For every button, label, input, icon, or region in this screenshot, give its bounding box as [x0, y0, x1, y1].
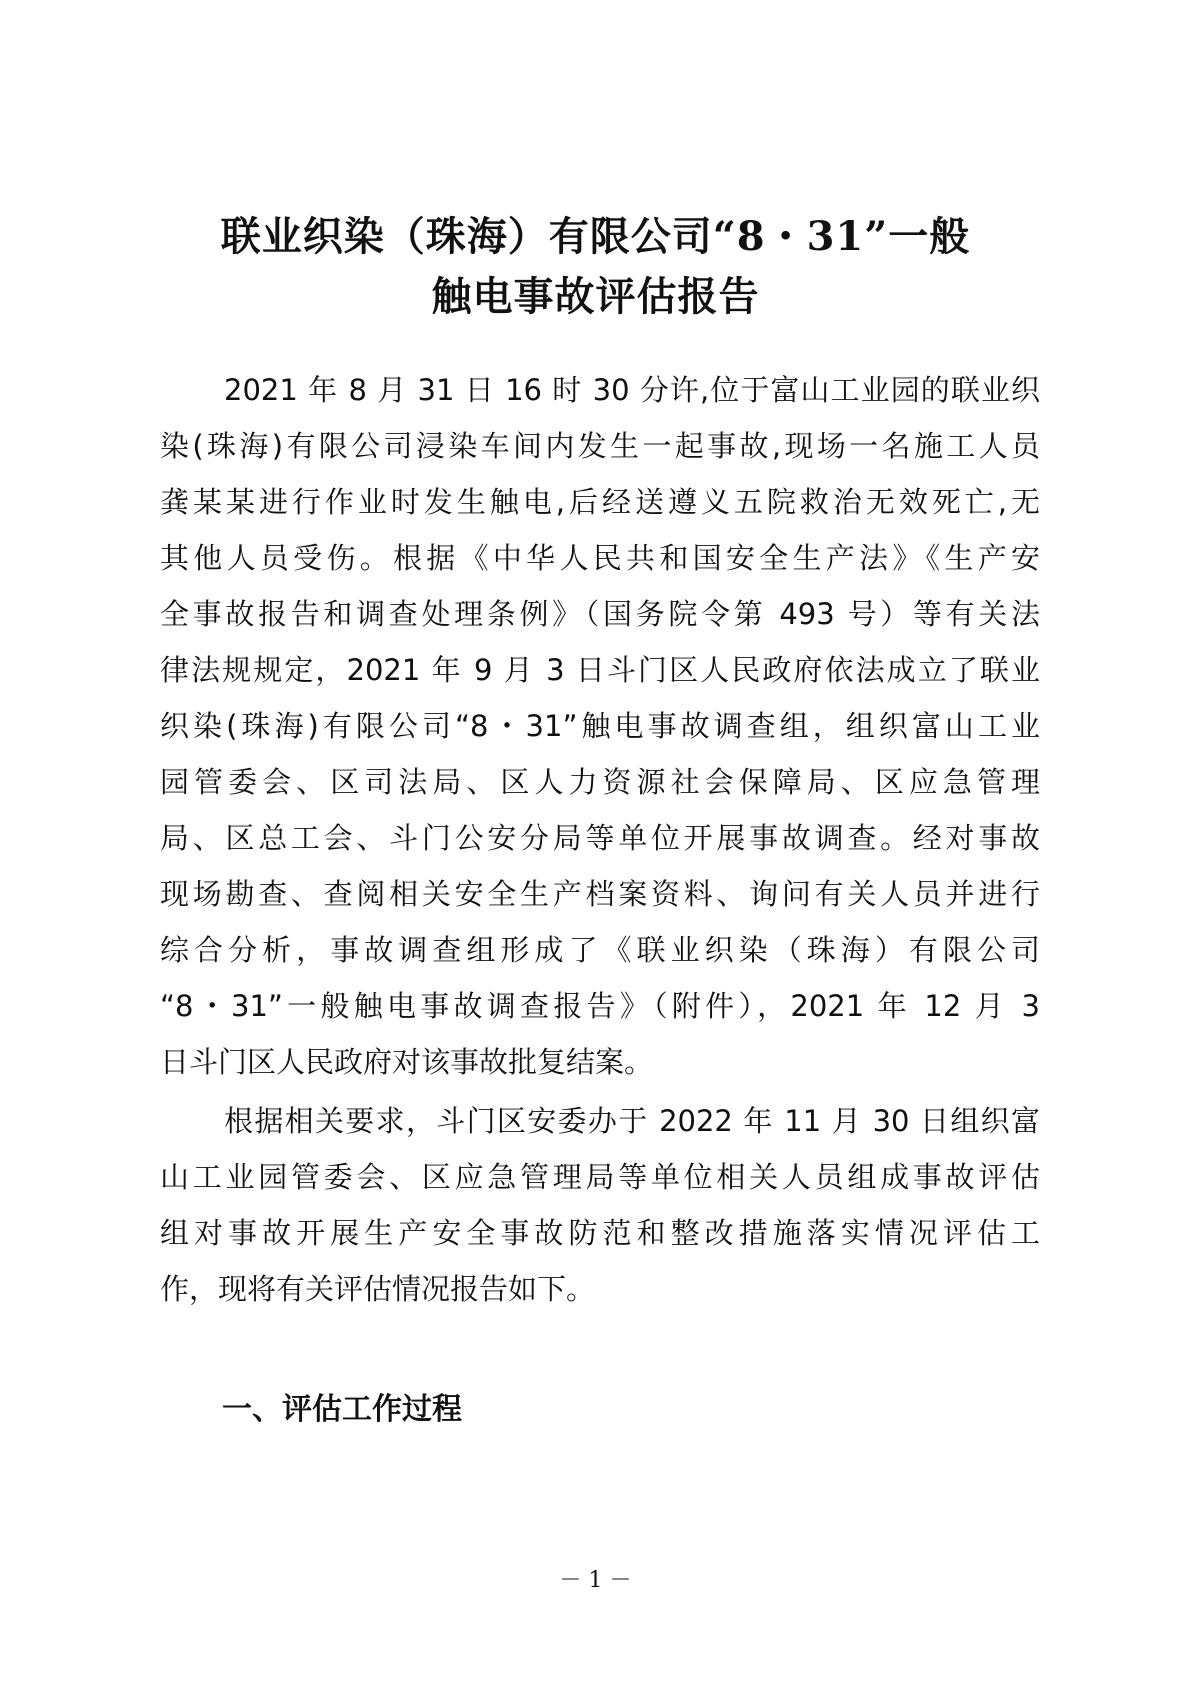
- paragraph-2-line: 组对事故开展生产安全事故防范和整改措施落实情况评估工: [160, 1216, 1040, 1250]
- paragraph-2-line: 作，现将有关评估情况报告如下。: [160, 1272, 596, 1306]
- paragraph-1-line: 染(珠海)有限公司浸染车间内发生一起事故,现场一名施工人员: [160, 429, 1040, 463]
- paragraph-1-line: 日斗门区人民政府对该事故批复结案。: [160, 1045, 654, 1079]
- paragraph-1-line: 织染(珠海)有限公司“8・31”触电事故调查组，组织富山工业: [160, 709, 1040, 743]
- paragraph-1-line: 全事故报告和调查处理条例》（国务院令第 493 号）等有关法: [160, 597, 1040, 631]
- paragraph-2-line: 根据相关要求，斗门区安委办于 2022 年 11 月 30 日组织富: [224, 1104, 1040, 1138]
- page-number: － 1 －: [559, 1568, 632, 1593]
- paragraph-1-line: 综合分析，事故调查组形成了《联业织染（珠海）有限公司: [160, 933, 1040, 967]
- document-title-line-2: 触电事故评估报告: [431, 273, 760, 320]
- paragraph-2-line: 山工业园管委会、区应急管理局等单位相关人员组成事故评估: [160, 1160, 1040, 1194]
- paragraph-1-line: 园管委会、区司法局、区人力资源社会保障局、区应急管理: [160, 765, 1040, 799]
- paragraph-1-line: 局、区总工会、斗门公安分局等单位开展事故调查。经对事故: [160, 821, 1040, 855]
- paragraph-1-line: 其他人员受伤。根据《中华人民共和国安全生产法》《生产安: [160, 541, 1040, 575]
- paragraph-1-line: “8・31”一般触电事故调查报告》（附件），2021 年 12 月 3: [160, 989, 1040, 1023]
- paragraph-1-line: 现场勘查、查阅相关安全生产档案资料、询问有关人员并进行: [160, 877, 1040, 911]
- paragraph-1-line: 2021 年 8 月 31 日 16 时 30 分许,位于富山工业园的联业织: [224, 373, 1040, 407]
- paragraph-1-line: 律法规规定，2021 年 9 月 3 日斗门区人民政府依法成立了联业: [160, 653, 1040, 687]
- section-heading: 一、评估工作过程: [222, 1392, 462, 1427]
- paragraph-1-line: 龚某某进行作业时发生触电,后经送遵义五院救治无效死亡,无: [160, 485, 1040, 519]
- document-title-line-1: 联业织染（珠海）有限公司“8・31”一般: [220, 213, 971, 260]
